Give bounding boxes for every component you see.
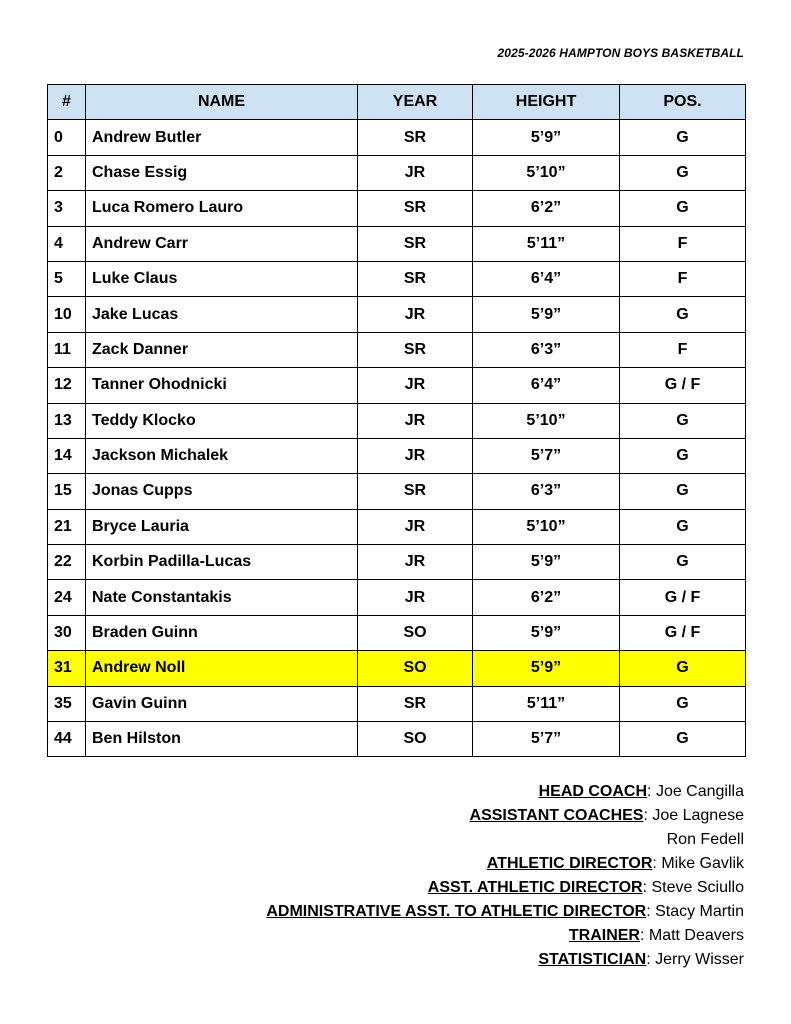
player-position-cell: F <box>620 261 746 296</box>
player-year-cell: SO <box>358 722 473 757</box>
player-height-cell: 6’4” <box>473 261 620 296</box>
player-position-cell: G <box>620 722 746 757</box>
staff-separator: : <box>652 855 662 872</box>
player-height-cell: 5’7” <box>473 438 620 473</box>
table-row <box>48 438 746 473</box>
player-position-cell: G <box>620 651 746 686</box>
player-position-cell: G <box>620 438 746 473</box>
player-height-cell: 5’9” <box>473 545 620 580</box>
staff-line <box>266 804 744 828</box>
player-position-cell: F <box>620 332 746 367</box>
player-name-cell: Bryce Lauria <box>86 509 358 544</box>
staff-line <box>266 948 744 972</box>
player-position-cell: G <box>620 191 746 226</box>
player-number-cell: 10 <box>48 297 86 332</box>
player-position-cell: G <box>620 155 746 190</box>
staff-separator: : <box>646 951 656 968</box>
table-row <box>48 226 746 261</box>
player-position-cell: G / F <box>620 580 746 615</box>
player-year-cell: SO <box>358 651 473 686</box>
player-number-cell: 3 <box>48 191 86 226</box>
player-height-cell: 6’3” <box>473 332 620 367</box>
player-name-cell: Zack Danner <box>86 332 358 367</box>
player-number-cell: 5 <box>48 261 86 296</box>
player-number-cell: 31 <box>48 651 86 686</box>
staff-separator: : <box>647 783 656 800</box>
roster-body <box>48 120 746 757</box>
player-number-cell: 0 <box>48 120 86 155</box>
staff-role: ASSISTANT COACHES <box>469 807 644 824</box>
player-position-cell: G <box>620 297 746 332</box>
table-row <box>48 368 746 403</box>
staff-role: STATISTICIAN <box>538 951 647 968</box>
player-year-cell: SR <box>358 686 473 721</box>
roster-table <box>47 84 746 757</box>
player-height-cell: 6’3” <box>473 474 620 509</box>
player-number-cell: 30 <box>48 615 86 650</box>
player-year-cell: JR <box>358 403 473 438</box>
player-year-cell: SO <box>358 615 473 650</box>
staff-line <box>266 900 744 924</box>
player-name-cell: Luke Claus <box>86 261 358 296</box>
player-number-cell: 24 <box>48 580 86 615</box>
player-height-cell: 5’7” <box>473 722 620 757</box>
player-name-cell: Luca Romero Lauro <box>86 191 358 226</box>
staff-name: Mike Gavlik <box>661 855 744 872</box>
staff-list <box>266 780 744 972</box>
table-row <box>48 155 746 190</box>
column-header-year: YEAR <box>358 85 473 120</box>
staff-role: HEAD COACH <box>538 783 648 800</box>
player-height-cell: 5’9” <box>473 615 620 650</box>
player-position-cell: F <box>620 226 746 261</box>
table-row <box>48 545 746 580</box>
staff-line <box>266 828 744 852</box>
table-row <box>48 615 746 650</box>
staff-name: Joe Cangilla <box>655 783 744 800</box>
staff-line <box>266 852 744 876</box>
player-height-cell: 5’10” <box>473 509 620 544</box>
player-height-cell: 6’2” <box>473 580 620 615</box>
table-row <box>48 297 746 332</box>
staff-separator: : <box>646 903 656 920</box>
player-position-cell: G <box>620 474 746 509</box>
player-position-cell: G / F <box>620 615 746 650</box>
table-row <box>48 651 746 686</box>
staff-separator: : <box>642 879 652 896</box>
staff-role: ADMINISTRATIVE ASST. TO ATHLETIC DIRECTOR <box>266 903 647 920</box>
player-name-cell: Tanner Ohodnicki <box>86 368 358 403</box>
player-number-cell: 22 <box>48 545 86 580</box>
table-row <box>48 261 746 296</box>
player-year-cell: SR <box>358 120 473 155</box>
column-header-position: POS. <box>620 85 746 120</box>
table-row <box>48 403 746 438</box>
player-number-cell: 21 <box>48 509 86 544</box>
staff-separator: : <box>639 927 649 944</box>
player-number-cell: 2 <box>48 155 86 190</box>
player-year-cell: JR <box>358 545 473 580</box>
player-name-cell: Chase Essig <box>86 155 358 190</box>
player-number-cell: 11 <box>48 332 86 367</box>
player-year-cell: SR <box>358 332 473 367</box>
player-position-cell: G <box>620 509 746 544</box>
table-row <box>48 509 746 544</box>
player-year-cell: JR <box>358 509 473 544</box>
player-name-cell: Andrew Noll <box>86 651 358 686</box>
staff-name: Jerry Wisser <box>655 951 744 968</box>
player-name-cell: Jake Lucas <box>86 297 358 332</box>
player-name-cell: Jackson Michalek <box>86 438 358 473</box>
column-header-height: HEIGHT <box>473 85 620 120</box>
player-year-cell: SR <box>358 474 473 509</box>
player-year-cell: JR <box>358 297 473 332</box>
column-header-number: # <box>48 85 86 120</box>
player-position-cell: G <box>620 686 746 721</box>
player-height-cell: 5’9” <box>473 297 620 332</box>
player-year-cell: SR <box>358 261 473 296</box>
player-height-cell: 5’10” <box>473 155 620 190</box>
staff-name: Steve Sciullo <box>651 879 744 896</box>
player-number-cell: 15 <box>48 474 86 509</box>
table-row <box>48 120 746 155</box>
player-name-cell: Gavin Guinn <box>86 686 358 721</box>
player-number-cell: 4 <box>48 226 86 261</box>
player-height-cell: 5’10” <box>473 403 620 438</box>
table-row <box>48 474 746 509</box>
player-height-cell: 6’4” <box>473 368 620 403</box>
table-row <box>48 191 746 226</box>
player-position-cell: G <box>620 403 746 438</box>
player-year-cell: JR <box>358 438 473 473</box>
player-name-cell: Korbin Padilla-Lucas <box>86 545 358 580</box>
player-position-cell: G <box>620 545 746 580</box>
staff-name: Stacy Martin <box>655 903 744 920</box>
player-year-cell: JR <box>358 368 473 403</box>
player-year-cell: SR <box>358 191 473 226</box>
player-name-cell: Braden Guinn <box>86 615 358 650</box>
player-year-cell: JR <box>358 580 473 615</box>
staff-role: ATHLETIC DIRECTOR <box>486 855 653 872</box>
player-height-cell: 5’11” <box>473 686 620 721</box>
column-header-name: NAME <box>86 85 358 120</box>
player-number-cell: 13 <box>48 403 86 438</box>
table-row <box>48 580 746 615</box>
staff-line <box>266 876 744 900</box>
staff-role: ASST. ATHLETIC DIRECTOR <box>427 879 643 896</box>
staff-name: Matt Deavers <box>648 927 744 944</box>
staff-name: Ron Fedell <box>666 831 744 848</box>
player-height-cell: 5’9” <box>473 651 620 686</box>
player-height-cell: 5’9” <box>473 120 620 155</box>
player-position-cell: G / F <box>620 368 746 403</box>
staff-name: Joe Lagnese <box>652 807 744 824</box>
table-row <box>48 332 746 367</box>
player-number-cell: 44 <box>48 722 86 757</box>
staff-role: TRAINER <box>568 927 640 944</box>
table-row <box>48 722 746 757</box>
player-number-cell: 14 <box>48 438 86 473</box>
player-name-cell: Andrew Carr <box>86 226 358 261</box>
player-number-cell: 12 <box>48 368 86 403</box>
player-name-cell: Nate Constantakis <box>86 580 358 615</box>
staff-line <box>266 924 744 948</box>
table-row <box>48 686 746 721</box>
player-name-cell: Andrew Butler <box>86 120 358 155</box>
player-position-cell: G <box>620 120 746 155</box>
document-title: 2025-2026 HAMPTON BOYS BASKETBALL <box>497 46 744 60</box>
staff-separator: : <box>643 807 653 824</box>
player-year-cell: JR <box>358 155 473 190</box>
staff-line <box>266 780 744 804</box>
player-name-cell: Jonas Cupps <box>86 474 358 509</box>
roster-header-row <box>48 85 746 120</box>
player-year-cell: SR <box>358 226 473 261</box>
player-number-cell: 35 <box>48 686 86 721</box>
player-height-cell: 5’11” <box>473 226 620 261</box>
player-height-cell: 6’2” <box>473 191 620 226</box>
player-name-cell: Teddy Klocko <box>86 403 358 438</box>
player-name-cell: Ben Hilston <box>86 722 358 757</box>
